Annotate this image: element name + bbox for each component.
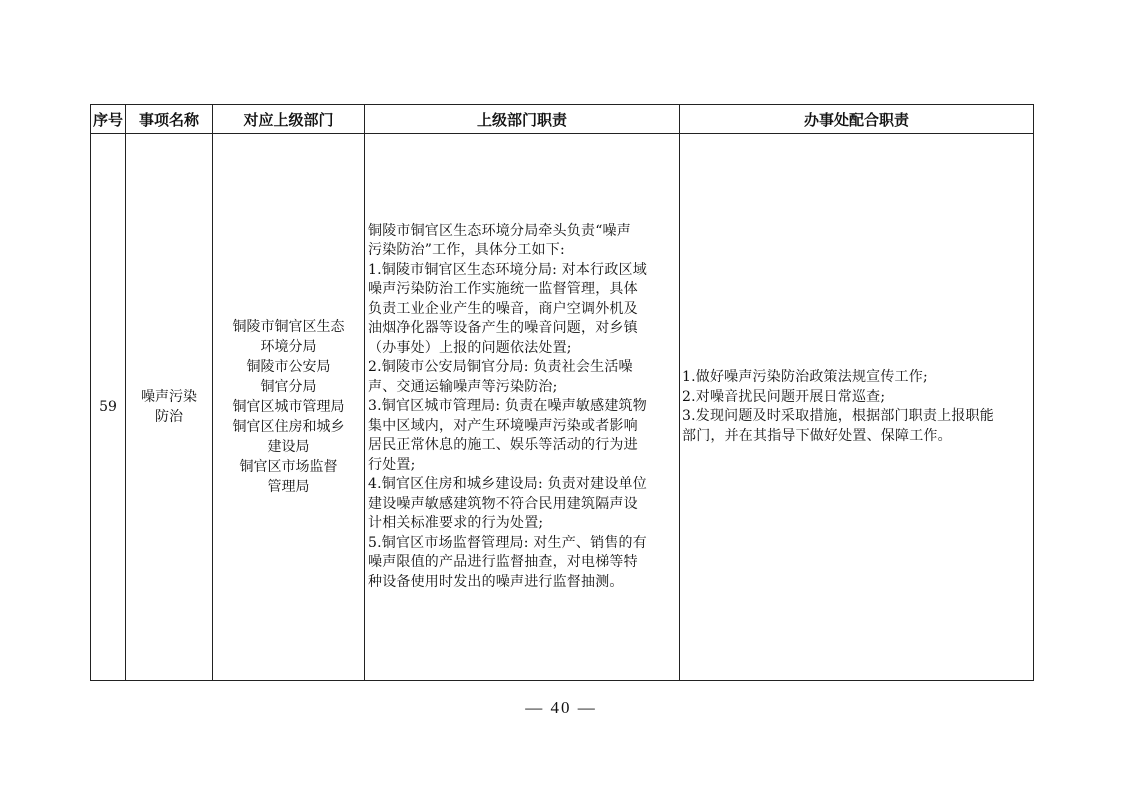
table-header-row bbox=[91, 105, 1034, 134]
department-line: 管理局 bbox=[267, 479, 310, 495]
responsibility-line: 居民正常休息的施工、娱乐等活动的行为进 bbox=[368, 437, 638, 454]
responsibility-line: 噪声限值的产品进行监督抽查，对电梯等特 bbox=[368, 554, 638, 571]
row-number: 59 bbox=[91, 134, 126, 681]
department-line: 铜官区住房和城乡 bbox=[232, 419, 345, 435]
page-number: — 40 — bbox=[525, 698, 597, 717]
responsibility-line: 噪声污染防治工作实施统一监督管理，具体 bbox=[368, 281, 638, 298]
row-departments bbox=[213, 134, 365, 681]
responsibility-line: （办事处）上报的问题依法处置; bbox=[368, 339, 572, 356]
responsibility-line: 负责工业企业产生的噪音，商户空调外机及 bbox=[368, 300, 638, 317]
cooperation-line: 2.对噪音扰民问题开展日常巡查; bbox=[682, 388, 886, 405]
department-line: 环境分局 bbox=[260, 339, 317, 355]
department-line: 铜官区市场监督 bbox=[239, 459, 338, 475]
header-superior-responsibilities: 上级部门职责 bbox=[365, 105, 680, 134]
table-row bbox=[91, 134, 1034, 681]
responsibility-line: 铜陵市铜官区生态环境分局牵头负责“噪声 bbox=[368, 222, 631, 239]
row-item-name bbox=[126, 134, 213, 681]
row-responsibilities bbox=[365, 134, 680, 681]
department-line: 铜陵市公安局 bbox=[246, 359, 331, 375]
responsibility-line: 4.铜官区住房和城乡建设局: 负责对建设单位 bbox=[368, 476, 647, 493]
responsibility-line: 污染防治”工作，具体分工如下: bbox=[368, 242, 565, 259]
header-serial-number: 序号 bbox=[91, 105, 126, 134]
row-cooperation bbox=[680, 134, 1034, 681]
responsibility-line: 声、交通运输噪声等污染防治; bbox=[368, 378, 558, 395]
department-line: 铜陵市铜官区生态 bbox=[232, 319, 345, 335]
responsibility-line: 种设备使用时发出的噪声进行监督抽测。 bbox=[368, 573, 624, 590]
cooperation-line: 3.发现问题及时采取措施，根据部门职责上报职能 bbox=[682, 408, 994, 424]
responsibility-line: 集中区域内，对产生环境噪声污染或者影响 bbox=[368, 417, 638, 434]
item-name-line: 防治 bbox=[155, 409, 183, 425]
responsibility-line: 建设噪声敏感建筑物不符合民用建筑隔声设 bbox=[368, 495, 638, 512]
header-superior-department: 对应上级部门 bbox=[213, 105, 365, 134]
responsibility-line: 2.铜陵市公安局铜官分局: 负责社会生活噪 bbox=[368, 359, 633, 376]
header-item-name: 事项名称 bbox=[126, 105, 213, 134]
responsibility-line: 计相关标准要求的行为处置; bbox=[368, 515, 544, 532]
department-line: 铜官分局 bbox=[260, 379, 317, 395]
responsibility-line: 3.铜官区城市管理局: 负责在噪声敏感建筑物 bbox=[368, 398, 647, 415]
department-line: 铜官区城市管理局 bbox=[232, 399, 345, 415]
cooperation-line: 1.做好噪声污染防治政策法规宣传工作; bbox=[682, 369, 928, 385]
cooperation-line: 部门，并在其指导下做好处置、保障工作。 bbox=[682, 427, 952, 444]
item-name-line: 噪声污染 bbox=[141, 389, 197, 405]
department-line: 建设局 bbox=[267, 439, 310, 455]
header-office-cooperation: 办事处配合职责 bbox=[680, 105, 1034, 134]
responsibility-line: 油烟净化器等设备产生的噪音问题，对乡镇 bbox=[368, 320, 638, 337]
responsibility-line: 行处置; bbox=[368, 456, 416, 473]
responsibility-table bbox=[90, 104, 1034, 681]
responsibility-line: 1.铜陵市铜官区生态环境分局: 对本行政区域 bbox=[368, 261, 647, 278]
responsibility-line: 5.铜官区市场监督管理局: 对生产、销售的有 bbox=[368, 534, 647, 551]
